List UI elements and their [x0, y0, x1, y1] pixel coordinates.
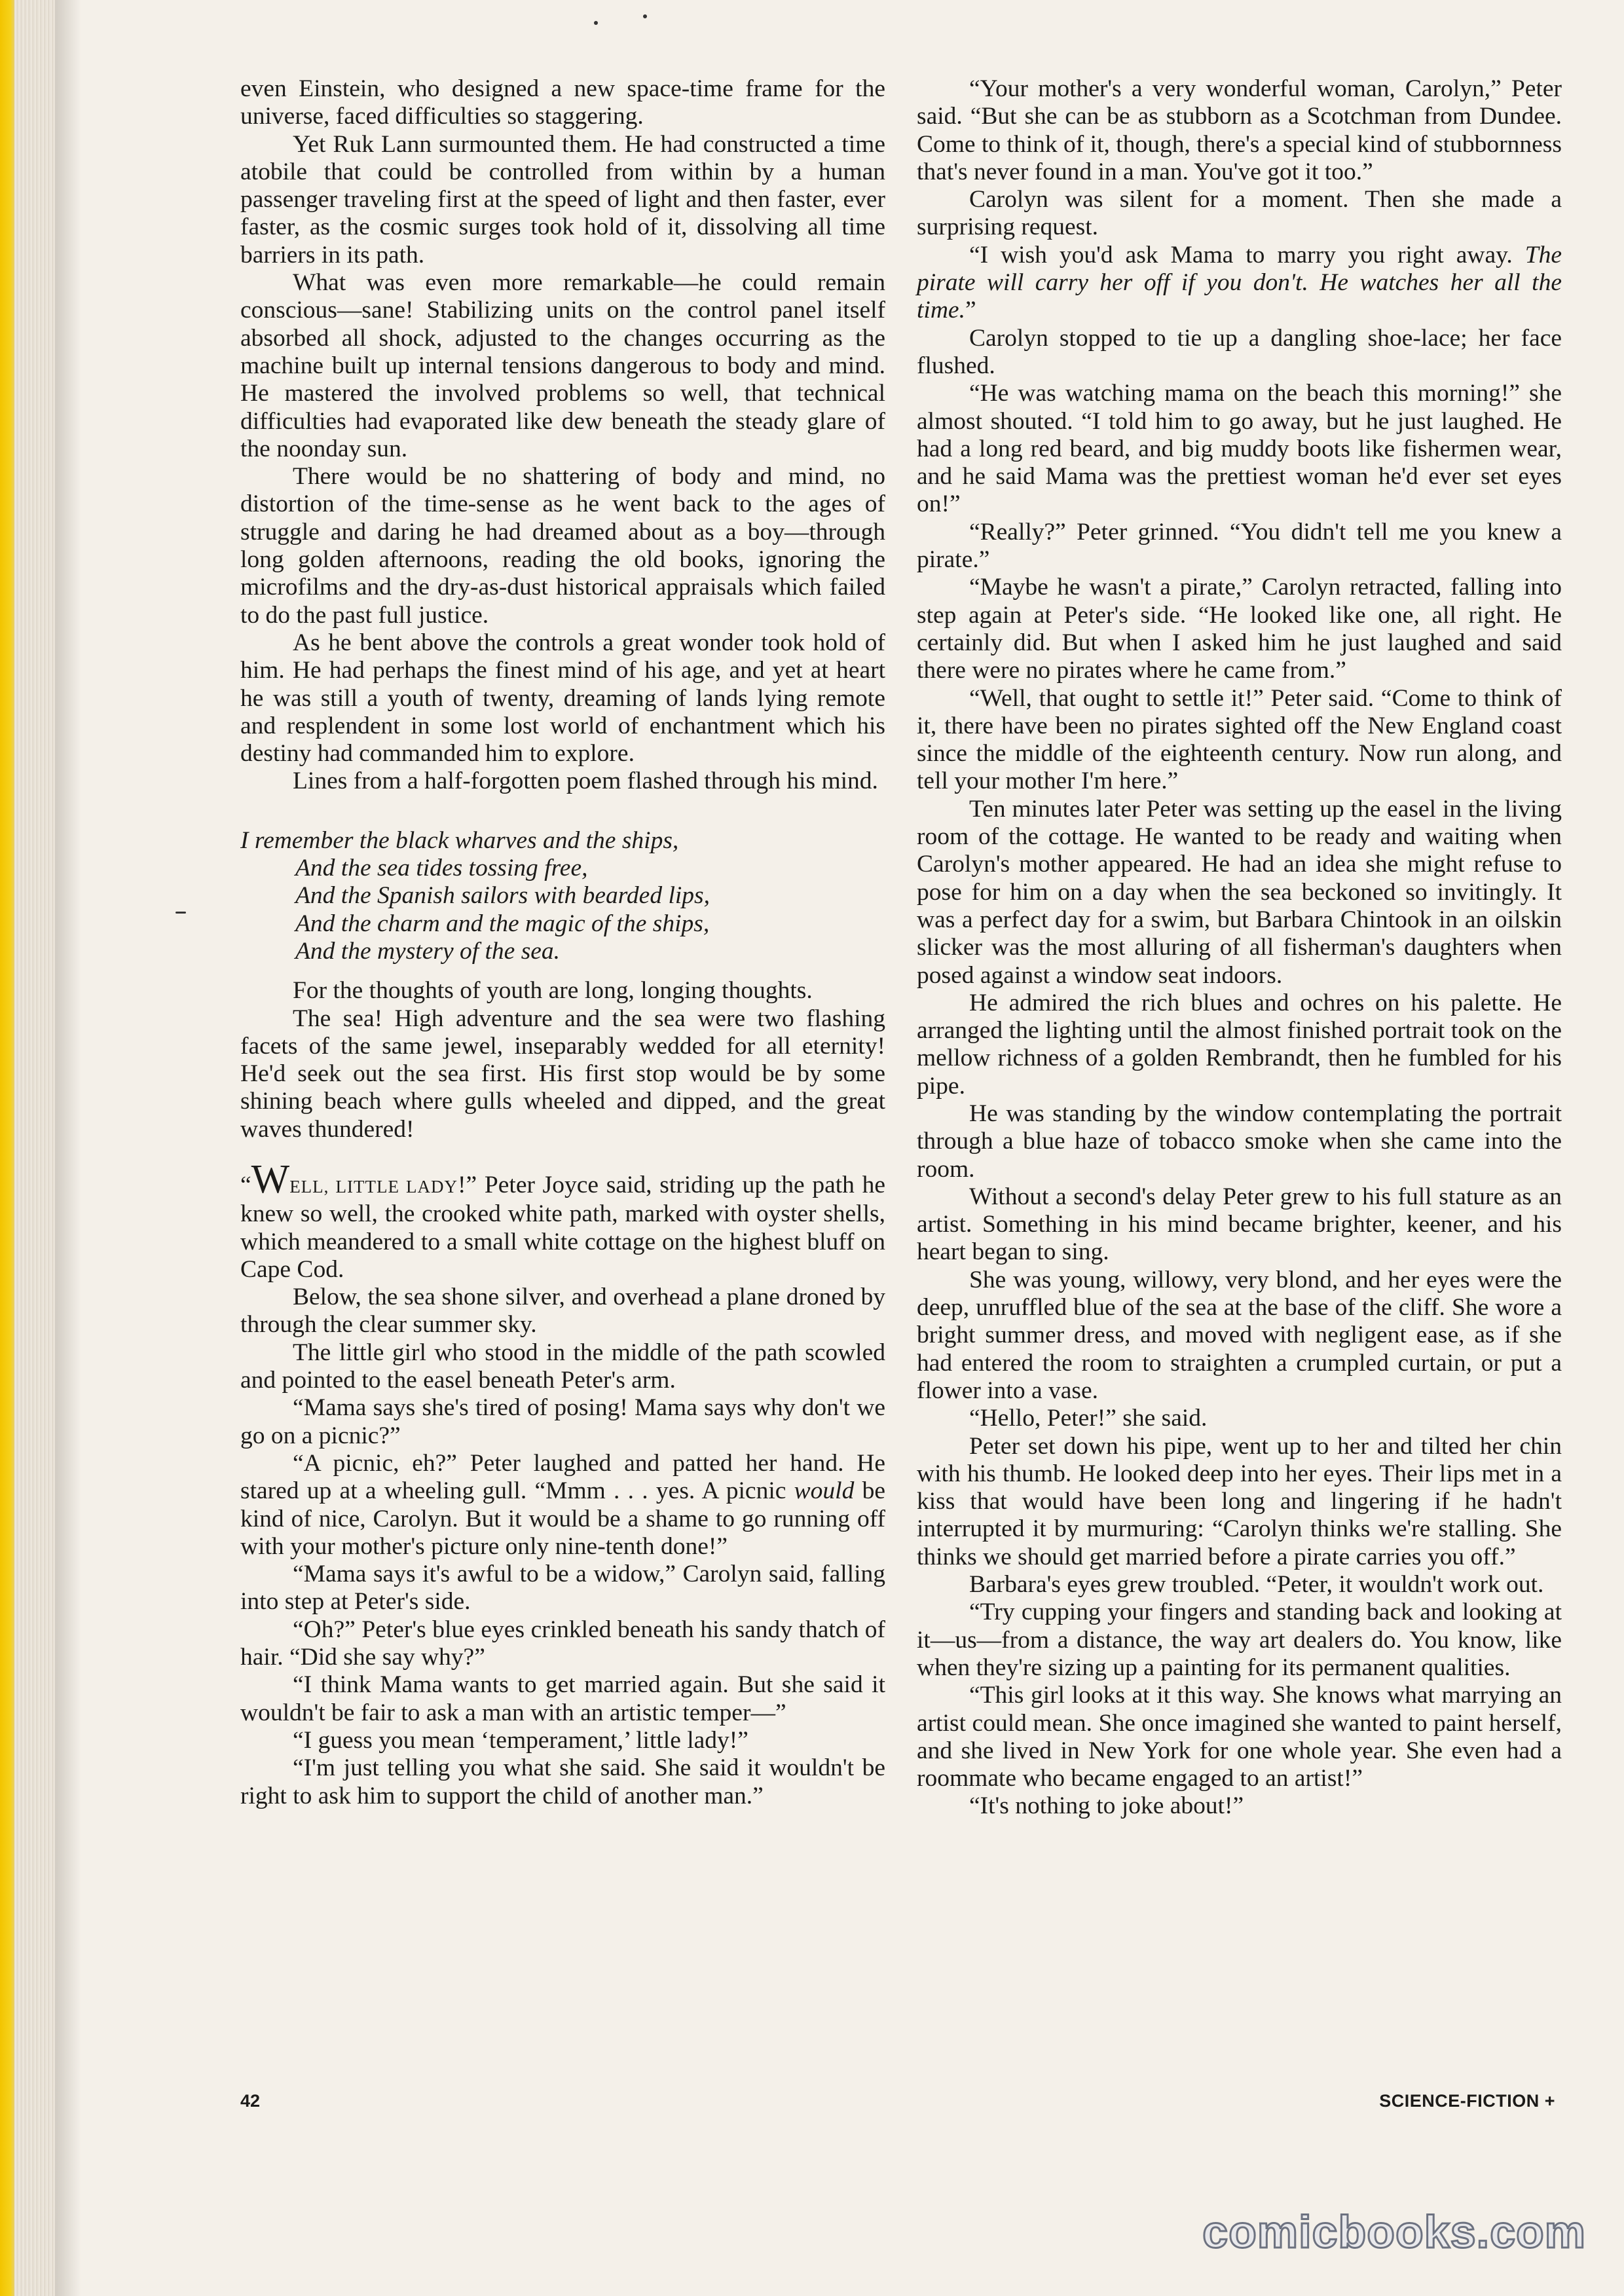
paragraph: Below, the sea shone silver, and overhead a plane droned by through the clear summer sky.	[240, 1284, 885, 1339]
yellow-page-edge	[0, 0, 14, 2296]
print-speck	[175, 912, 186, 914]
paragraph: Carolyn stopped to tie up a dangling shoe-lace; her face flushed.	[917, 324, 1562, 379]
text-run: “A picnic, eh?” Peter laughed and patted her hand. He stared up at a wheeling gull. “Mmm . . . yes. A picnic	[240, 1449, 885, 1505]
poem-line: I remember the black wharves and the ships,	[240, 826, 679, 854]
paragraph: For the thoughts of youth are long, longing thoughts.	[293, 977, 813, 1005]
print-speck	[643, 14, 647, 18]
paragraph: What was even more remarkable—he could remain conscious—sane! Stabilizing units on the control panel itself absorbed all shock, adjusted to the changes occurring as the machine built up internal tensions dangerous to body and mind. He mastered the involved problems so well, that technical difficulties had evaporated like dew beneath the steady glare of the noonday sun.	[240, 269, 885, 462]
paragraph: He was standing by the window contemplating the portrait through a blue haze of tobacco smoke when she came into the room.	[917, 1100, 1562, 1183]
paragraph: “Mama says she's tired of posing! Mama says why don't we go on a picnic?”	[240, 1394, 885, 1449]
paragraph: “Hello, Peter!” she said.	[969, 1405, 1208, 1432]
paragraph: “It's nothing to joke about!”	[969, 1792, 1244, 1820]
paragraph: “Really?” Peter grinned. “You didn't tell me you knew a pirate.”	[917, 518, 1562, 574]
stacked-page-edges	[14, 0, 55, 2296]
paragraph: Carolyn was silent for a moment. Then she made a surprising request.	[917, 186, 1562, 241]
paragraph: The little girl who stood in the middle of the path scowled and pointed to the easel beneath Peter's arm.	[240, 1339, 885, 1394]
paragraph: As he bent above the controls a great wonder took hold of him. He had perhaps the finest mind of his age, and yet at heart he was still a youth of twenty, dreaming of lands lying remote and resplendent in some lost world of enchantment which his destiny had commanded him to explore.	[240, 629, 885, 768]
paragraph: “I think Mama wants to get married again. But she said it wouldn't be fair to ask a man with an artistic temper—”	[240, 1671, 885, 1726]
paragraph: The sea! High adventure and the sea were two flashing facets of the same jewel, inseparably wedded for all eternity! He'd seek out the sea first. His first stop would be by some shining beach where gulls wheeled and dipped, and the great waves thundered!	[240, 1005, 885, 1143]
paragraph: Ten minutes later Peter was setting up the easel in the living room of the cottage. He wanted to be ready and waiting when Carolyn's mother appeared. He had an idea she might refuse to pose for him on a day when the sea beckoned so invitingly. It was a perfect day for a swim, but Barbara Chintook in an oilskin slicker was the most alluring of all fisherman's daughters when posed against a window seat indoors.	[917, 795, 1562, 989]
poem-line: And the mystery of the sea.	[295, 937, 561, 965]
paragraph: “Your mother's a very wonderful woman, Carolyn,” Peter said. “But she can be as stubborn as a Scotchman from Dundee. Come to think of it, though, there's a special kind of stubbornness that's never found in a man. You've got it too.”	[917, 75, 1562, 185]
paragraph: Lines from a half-forgotten poem flashed through his mind.	[293, 768, 878, 795]
paragraph: Without a second's delay Peter grew to his full stature as an artist. Something in his mind became brighter, keener, and his heart began to sing.	[917, 1183, 1562, 1266]
paragraph: “Maybe he wasn't a pirate,” Carolyn retracted, falling into step again at Peter's side. “He looked like one, all right. He certainly did. But when I asked him he just laughed and said there were no pirates where he came from.”	[917, 574, 1562, 684]
paragraph-rest: !” Peter Joyce said, striding up the path he knew so well, the crooked white path, marked with oyster shells, which meandered to a small white cottage on the highest bluff on Cape Cod.	[240, 1171, 885, 1283]
emphasis-text: The pirate will carry her off if you don't. He watches her all the time.	[917, 241, 1562, 324]
paragraph: Barbara's eyes grew troubled. “Peter, it wouldn't work out.	[969, 1571, 1544, 1599]
text-run: ”	[965, 297, 976, 324]
paragraph: “I'm just telling you what she said. She said it wouldn't be right to ask him to support the child of another man.”	[240, 1754, 885, 1809]
drop-cap: W	[251, 1157, 290, 1202]
paragraph: Peter set down his pipe, went up to her and tilted her chin with his thumb. He looked deep into her eyes. Their lips met in a kiss that would have been long and lingering if he hadn't interrupted it by murmuring: “Carolyn thinks we're stalling. She thinks we should get married before a pirate carries you off.”	[917, 1432, 1562, 1570]
text-run: be kind of nice, Carolyn. But it would be a shame to go running off with your mother's picture only nine-tenth done!”	[240, 1477, 885, 1560]
paragraph: There would be no shattering of body and mind, no distortion of the time-sense as he went back to the ages of struggle and daring he had dreamed about as a boy—through long golden afternoons, reading the old books, ignoring the microfilms and the dry-as-dust historical appraisals which failed to do the past full justice.	[240, 463, 885, 629]
magazine-title: SCIENCE-FICTION +	[1379, 2091, 1555, 2111]
paragraph	[240, 1450, 885, 1561]
paragraph: “Try cupping your fingers and standing back and looking at it—us—from a distance, the way art dealers do. You know, like when they're sizing up a painting for its permanent qualities.	[917, 1599, 1562, 1681]
paragraph: “Well, that ought to settle it!” Peter said. “Come to think of it, there have been no pirates sighted off the New England coast since the middle of the eighteenth century. Now run along, and tell your mother I'm here.”	[917, 684, 1562, 795]
paragraph: He admired the rich blues and ochres on his palette. He arranged the lighting until the almost finished portrait took on the mellow richness of a golden Rembrandt, then he fumbled for his pipe.	[917, 989, 1562, 1100]
page-number: 42	[240, 2091, 261, 2111]
poem-line: And the charm and the magic of the ships,	[295, 910, 710, 937]
poem-line: And the sea tides tossing free,	[295, 855, 588, 882]
gutter-shadow	[55, 0, 81, 2296]
text-run: “I wish you'd ask Mama to marry you right away.	[969, 241, 1525, 268]
left-text-column	[240, 75, 885, 1810]
paragraph: “He was watching mama on the beach this morning!” she almost shouted. “I told him to go away, but he just laughed. He had a long red beard, and big muddy boots like fishermen wear, and he said Mama was the prettiest woman he'd ever set eyes on!”	[917, 380, 1562, 518]
paragraph: She was young, willowy, very blond, and her eyes were the deep, unruffled blue of the sea at the base of the cliff. She wore a bright summer dress, and moved with negligent ease, as if she had entered the room to straighten a crumpled curtain, or put a flower into a vase.	[917, 1266, 1562, 1404]
right-text-column	[917, 75, 1562, 1821]
paragraph: “Oh?” Peter's blue eyes crinkled beneath his sandy thatch of hair. “Did she say why?”	[240, 1616, 885, 1671]
watermark-logo: comicbooks.com	[1202, 2206, 1586, 2257]
poem-quote	[240, 827, 885, 965]
paragraph: “This girl looks at it this way. She knows what marrying an artist could mean. She once imagined she wanted to paint herself, and she lived in New York for one whole year. She even had a roommate who became engaged to an artist!”	[917, 1682, 1562, 1792]
emphasis-text: would	[794, 1477, 855, 1505]
paragraph: “I guess you mean ‘temperament,’ little lady!”	[293, 1726, 748, 1754]
paragraph	[917, 242, 1562, 325]
opening-quote: “	[240, 1171, 251, 1198]
paragraph: even Einstein, who designed a new space-time frame for the universe, faced difficulties so staggering.	[240, 75, 885, 130]
small-caps-lead: ELL, LITTLE LADY	[289, 1176, 458, 1196]
print-speck	[594, 21, 598, 25]
poem-line: And the Spanish sailors with bearded lips,	[295, 882, 710, 910]
paragraph: Yet Ruk Lann surmounted them. He had constructed a time atobile that could be controlled from within by a human passenger traveling first at the speed of light and then faster, ever faster, as the cosmic surges took hold of it, dissolving all time barriers in its path.	[240, 130, 885, 268]
section-opening-paragraph	[240, 1157, 885, 1284]
paragraph: “Mama says it's awful to be a widow,” Carolyn said, falling into step at Peter's side.	[240, 1561, 885, 1616]
